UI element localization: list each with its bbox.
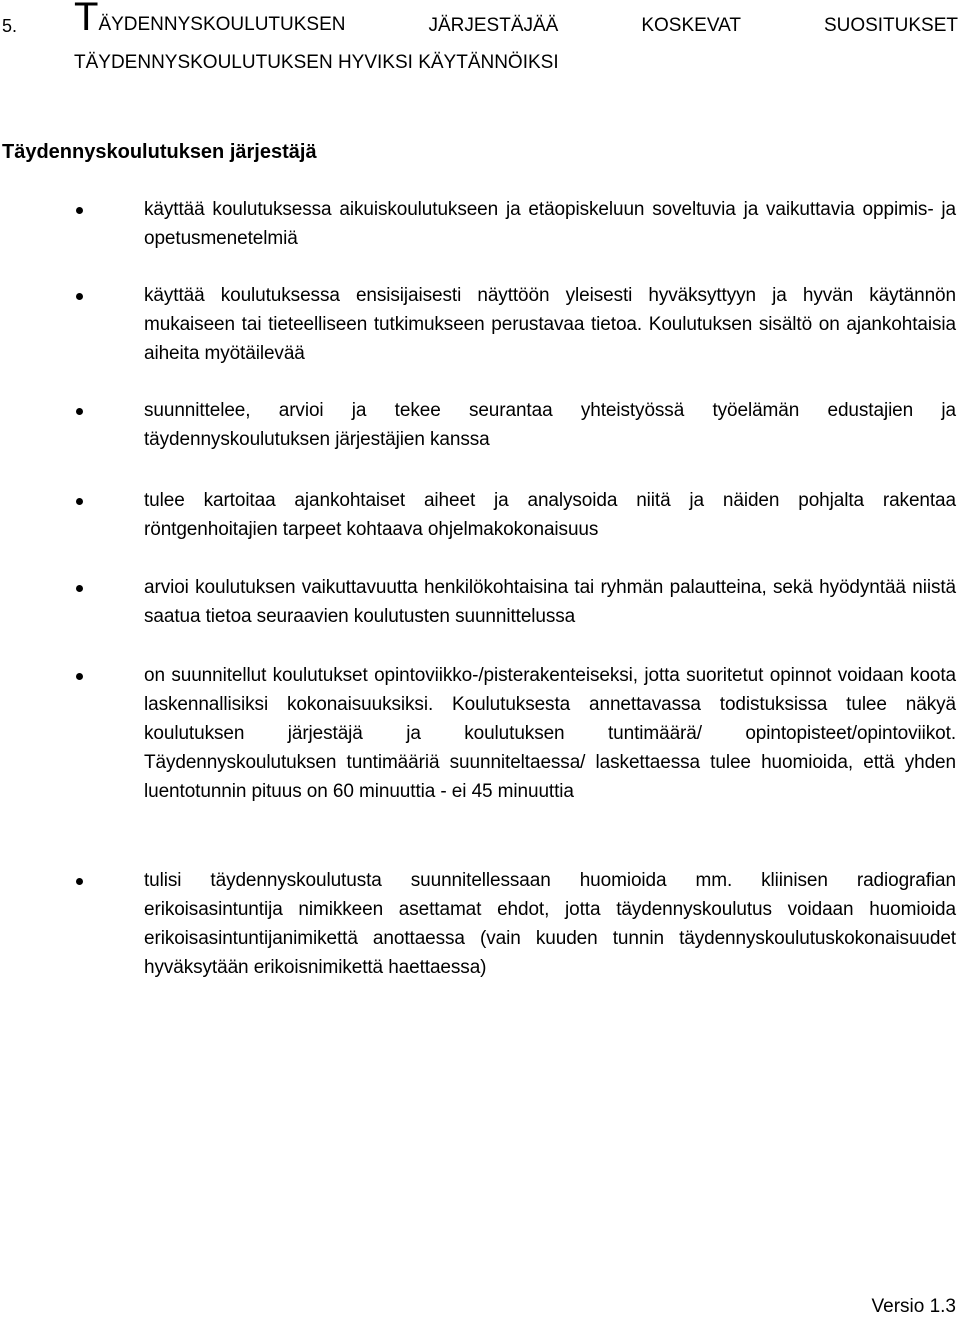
subheading: Täydennyskoulutuksen järjestäjä [2, 141, 317, 163]
list-item-text: suunnittelee, arvioi ja tekee seurantaa yhteistyössä työelämän edustajien ja täydennyskoulutuksen järjestäjien kanssa [144, 400, 956, 450]
section-title-word: ÄYDENNYSKOULUTUKSEN [98, 14, 346, 35]
list-item-text: arvioi koulutuksen vaikuttavuutta henkilökohtaisina tai ryhmän palautteina, sekä hyödyntää niistä saatua tietoa seuraavien koulutusten suunnittelussa [144, 577, 956, 627]
bullet-icon [76, 585, 83, 592]
version-label: Versio 1.3 [871, 1296, 956, 1317]
list-item-text: on suunnitellut koulutukset opintoviikko-/pisterakenteiseksi, jotta suoritetut opinnot voidaan koota laskennallisiksi kokonaisuuksiksi. Koulutuksesta annettavassa todistuksissa tulee näkyä koulutuksen järjestäjä ja koulutuksen tuntimäärä/ opintopisteet/opintoviikot. Täydennyskoulutuksen tuntimääriä suunniteltaessa/ laskettaessa tulee huomioida, että yhden luentotunnin pituus on 60 minuuttia - ei 45 minuuttia [144, 665, 956, 802]
bullet-icon [76, 878, 83, 885]
section-title-word: KOSKEVAT [641, 15, 741, 36]
list-item-text: tulisi täydennyskoulutusta suunnitellessaan huomioida mm. kliinisen radiografian erikoisasintuntija nimikkeen asettamat ehdot, jotta täydennyskoulutus voidaan huomioida erikoisasintuntijanimikettä anottaessa (vain kuuden tunnin täydennyskoulutuskokonaisuudet hyväksytään erikoisnimikettä haettaessa) [144, 870, 956, 978]
section-number: 5. [2, 16, 18, 36]
list-item-text: tulee kartoitaa ajankohtaiset aiheet ja analysoida niitä ja näiden pohjalta rakentaa röntgenhoitajien tarpeet kohtaava ohjelmakokonaisuus [144, 490, 956, 540]
bullet-icon [76, 673, 83, 680]
bullet-icon [76, 498, 83, 505]
section-title-word: SUOSITUKSET [823, 15, 959, 36]
section-title-line-2: TÄYDENNYSKOULUTUKSEN HYVIKSI KÄYTÄNNÖIKSI [74, 52, 559, 73]
section-title-first-word [74, 0, 346, 42]
section-title-word: JÄRJESTÄJÄÄ [428, 15, 559, 36]
bullet-icon [76, 293, 83, 300]
list-item-text: käyttää koulutuksessa ensisijaisesti näyttöön yleisesti hyväksyttyyn ja hyvän käytännön mukaiseen tai tieteelliseen tutkimukseen perustavaa tietoa. Koulutuksen sisältö on ajankohtaisia aiheita myötäilevää [144, 285, 956, 364]
bullet-icon [76, 408, 83, 415]
section-title-initial: T [74, 0, 99, 39]
section-title-line-1 [74, 0, 958, 42]
bullet-icon [76, 207, 83, 214]
list-item-text: käyttää koulutuksessa aikuiskoulutukseen ja etäopiskeluun soveltuvia ja vaikuttavia oppimis- ja opetusmenetelmiä [144, 199, 956, 249]
